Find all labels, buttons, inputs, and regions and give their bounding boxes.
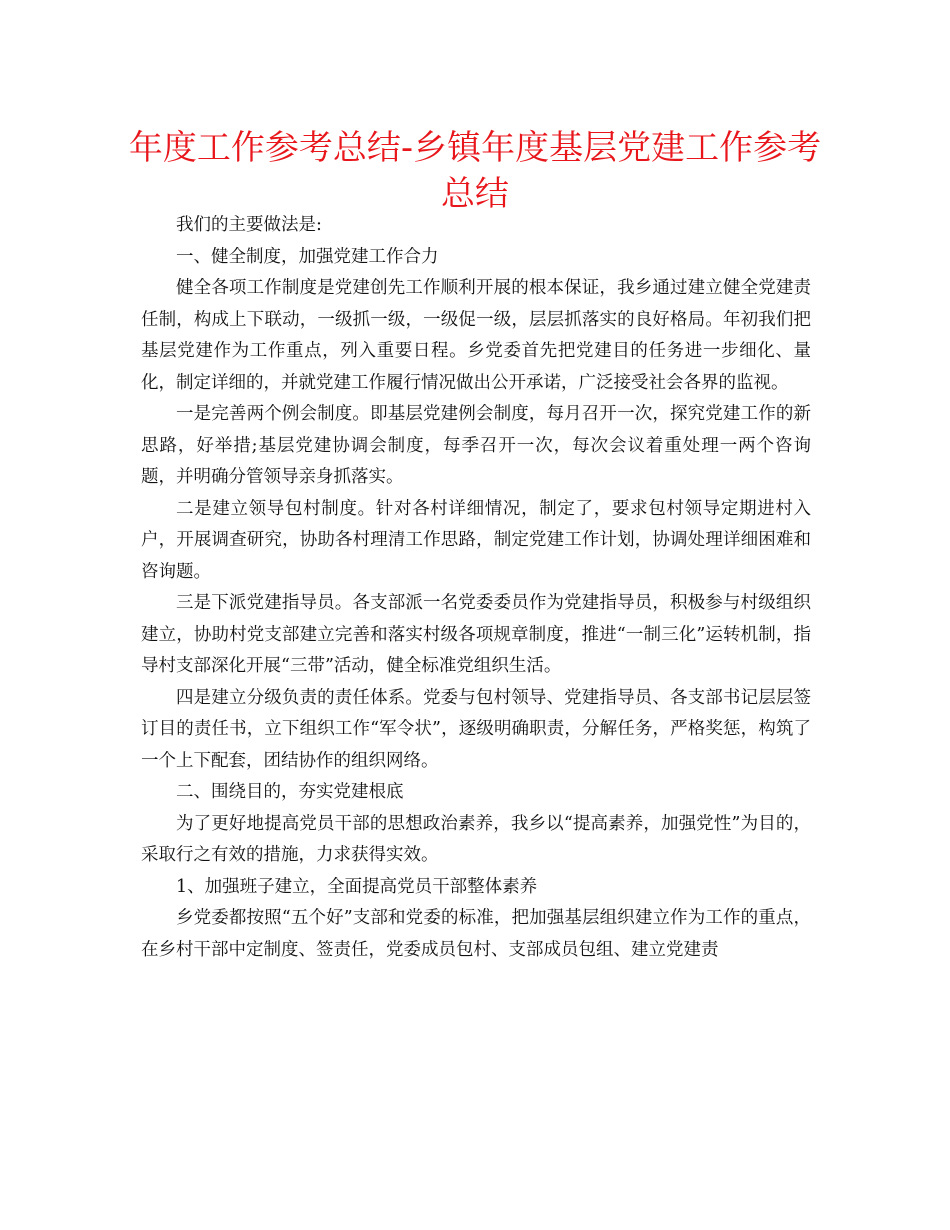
paragraph: 二是建立领导包村制度。针对各村详细情况，制定了，要求包村领导定期进村入户，开展调查研究，协助各村理清工作思路，制定党建工作计划，协调处理详细困难和咨询题。 — [141, 498, 811, 582]
paragraph: 我们的主要做法是: — [176, 215, 322, 235]
paragraph: 四是建立分级负责的责任体系。党委与包村领导、党建指导员、各支部书记层层签订目的责任书，立下组织工作“军令状”，逐级明确职责，分解任务，严格奖惩，构筑了一个上下配套，团结协作的组织网络。 — [141, 687, 811, 771]
subsection-heading: 1、加强班子建立，全面提高党员干部整体素养 — [176, 876, 538, 897]
paragraph: 三是下派党建指导员。各支部派一名党委委员作为党建指导员，积极参与村级组织建立，协助村党支部建立完善和落实村级各项规章制度，推进“一制三化”运转机制，指导村支部深化开展“三带”活动，健全标准党组织生活。 — [141, 593, 811, 676]
section-heading: 二、围绕目的，夯实党建根底 — [176, 782, 404, 802]
document-title: 年度工作参考总结-乡镇年度基层党建工作参考总结 — [128, 128, 822, 214]
paragraph: 一是完善两个例会制度。即基层党建例会制度，每月召开一次，探究党建工作的新思路，好举措;基层党建协调会制度，每季召开一次，每次会议着重处理一两个咨询题，并明确分管领导亲身抓落实。 — [141, 404, 811, 487]
paragraph: 健全各项工作制度是党建创先工作顺利开展的根本保证，我乡通过建立健全党建责任制，构成上下联动，一级抓一级，一级促一级，层层抓落实的良好格局。年初我们把基层党建作为工作重点，列入重要日程。乡党委首先把党建目的任务进一步细化、量化，制定详细的，并就党建工作履行情况做出公开承诺，广泛接受社会各界的监视。 — [141, 278, 811, 393]
paragraph: 为了更好地提高党员干部的思想政治素养，我乡以“提高素养，加强党性”为目的，采取行之有效的措施，力求获得实效。 — [141, 813, 811, 865]
document-body — [141, 210, 811, 966]
paragraph: 乡党委都按照“五个好”支部和党委的标准，把加强基层组织建立作为工作的重点，在乡村干部中定制度、签责任，党委成员包村、支部成员包组、建立党建责 — [141, 908, 811, 960]
section-heading: 一、健全制度，加强党建工作合力 — [176, 246, 439, 267]
